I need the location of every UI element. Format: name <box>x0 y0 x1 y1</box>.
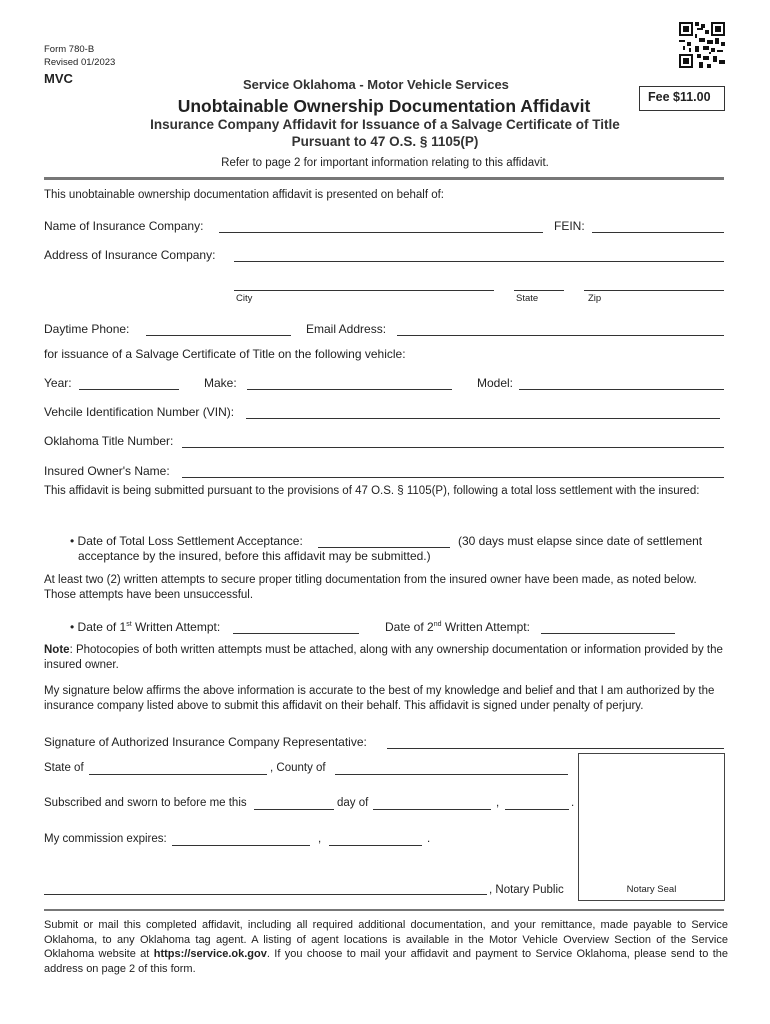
provisions-statement: This affidavit is being submitted pursuant to the provisions of 47 O.S. § 1105(P), following a total loss settlement with the insured: <box>44 485 700 497</box>
insurance-company-input[interactable] <box>219 232 543 233</box>
make-input[interactable] <box>247 389 452 390</box>
city-label: City <box>236 293 253 304</box>
website-link[interactable]: https://service.ok.gov <box>153 948 267 960</box>
footer-text: Submit or mail this completed affidavit, including all required additional documentation, and your remittance, made payable to Service Oklahoma, to any Oklahoma tag agent. A listing of agent locations is available in the Motor Vehicle Overview Section of the Service Oklahoma website at https://service.ok.gov. If you choose to mail your affidavit and payment to Service Oklahoma, please send to the address on page 2 of this form. <box>44 919 728 975</box>
address-input[interactable] <box>234 261 724 262</box>
signature-statement: My signature below affirms the above information is accurate to the best of my knowledge and belief and that I am authorized by the insurance company listed above to submit this affidavit on their behalf. This affidavit is signed under penalty of perjury. <box>44 685 715 712</box>
state-of-label: State of <box>44 762 84 774</box>
agency-name: Service Oklahoma - Motor Vehicle Services <box>243 77 509 92</box>
header-divider <box>44 177 724 180</box>
second-attempt-input[interactable] <box>541 633 675 634</box>
revised-date: Revised 01/2023 <box>44 57 116 68</box>
vin-input[interactable] <box>246 418 720 419</box>
email-label: Email Address: <box>306 322 387 336</box>
page-title: Unobtainable Ownership Documentation Affidavit <box>177 96 591 116</box>
email-input[interactable] <box>397 335 724 336</box>
signature-input[interactable] <box>387 748 724 749</box>
state-label: State <box>516 293 539 304</box>
footer-divider <box>44 909 724 911</box>
first-attempt-input[interactable] <box>233 633 359 634</box>
commission-date-input[interactable] <box>172 845 310 846</box>
city-input[interactable] <box>234 290 494 291</box>
commission-comma: , <box>318 833 322 845</box>
insurance-company-label: Name of Insurance Company: <box>44 219 204 233</box>
address-label: Address of Insurance Company: <box>44 248 216 262</box>
settlement-note-1: (30 days must elapse since date of settlement <box>458 534 703 548</box>
insured-owner-input[interactable] <box>182 477 724 478</box>
sworn-label: Subscribed and sworn to before me this <box>44 797 247 809</box>
subtitle-line-2: Pursuant to 47 O.S. § 1105(P) <box>291 134 479 149</box>
model-label: Model: <box>477 376 514 390</box>
first-attempt-label: • Date of 1st Written Attempt: <box>70 620 221 634</box>
county-of-label: , County of <box>270 762 326 774</box>
notary-seal-box <box>578 753 725 901</box>
day-of-label: day of <box>337 797 369 809</box>
zip-input[interactable] <box>584 290 724 291</box>
settlement-date-label: • Date of Total Loss Settlement Acceptance: <box>70 534 303 548</box>
vin-label: Vehcile Identification Number (VIN): <box>44 405 235 419</box>
subtitle-line-1: Insurance Company Affidavit for Issuance of a Salvage Certificate of Title <box>150 117 620 132</box>
year-label: Year: <box>44 376 72 390</box>
state-of-input[interactable] <box>89 774 267 775</box>
county-of-input[interactable] <box>335 774 568 775</box>
daytime-phone-label: Daytime Phone: <box>44 322 130 336</box>
insured-owner-label: Insured Owner's Name: <box>44 464 170 478</box>
second-attempt-label: Date of 2nd Written Attempt: <box>385 620 530 634</box>
attempts-statement: At least two (2) written attempts to secure proper titling documentation from the insured owner have been made, as noted below. Those attempts have been unsuccessful. <box>44 574 697 601</box>
ok-title-number-label: Oklahoma Title Number: <box>44 434 174 448</box>
sworn-period: . <box>571 797 575 809</box>
settlement-date-input[interactable] <box>318 547 450 548</box>
commission-label: My commission expires: <box>44 833 167 845</box>
refer-note: Refer to page 2 for important information relating to this affidavit. <box>221 157 549 169</box>
issuance-statement: for issuance of a Salvage Certificate of Title on the following vehicle: <box>44 347 406 361</box>
note-text: Note: Photocopies of both written attempts must be attached, along with any ownership documentation or information provided by the insured owner. <box>44 644 723 671</box>
notary-seal-label: Notary Seal <box>626 884 677 895</box>
model-input[interactable] <box>519 389 724 390</box>
commission-year-input[interactable] <box>329 845 422 846</box>
fein-label: FEIN: <box>554 219 585 233</box>
state-input[interactable] <box>514 290 564 291</box>
intro-text: This unobtainable ownership documentation affidavit is presented on behalf of: <box>44 189 444 201</box>
make-label: Make: <box>204 376 237 390</box>
zip-label: Zip <box>588 293 602 304</box>
fee-amount: Fee $11.00 <box>648 90 711 104</box>
fein-input[interactable] <box>592 232 724 233</box>
daytime-phone-input[interactable] <box>146 335 291 336</box>
qr-code-icon <box>679 22 725 68</box>
sworn-comma: , <box>496 797 500 809</box>
notary-public-label: , Notary Public <box>489 884 564 896</box>
division-code: MVC <box>44 71 73 86</box>
year-input[interactable] <box>79 389 179 390</box>
sworn-day-input[interactable] <box>254 809 334 810</box>
sworn-month-input[interactable] <box>373 809 491 810</box>
commission-period: . <box>427 833 431 845</box>
ok-title-number-input[interactable] <box>182 447 724 448</box>
notary-public-signature-input[interactable] <box>44 894 487 895</box>
signature-label: Signature of Authorized Insurance Company Representative: <box>44 735 367 749</box>
form-number: Form 780-B <box>44 44 95 55</box>
settlement-note-2: acceptance by the insured, before this affidavit may be submitted.) <box>78 549 431 563</box>
sworn-year-input[interactable] <box>505 809 569 810</box>
